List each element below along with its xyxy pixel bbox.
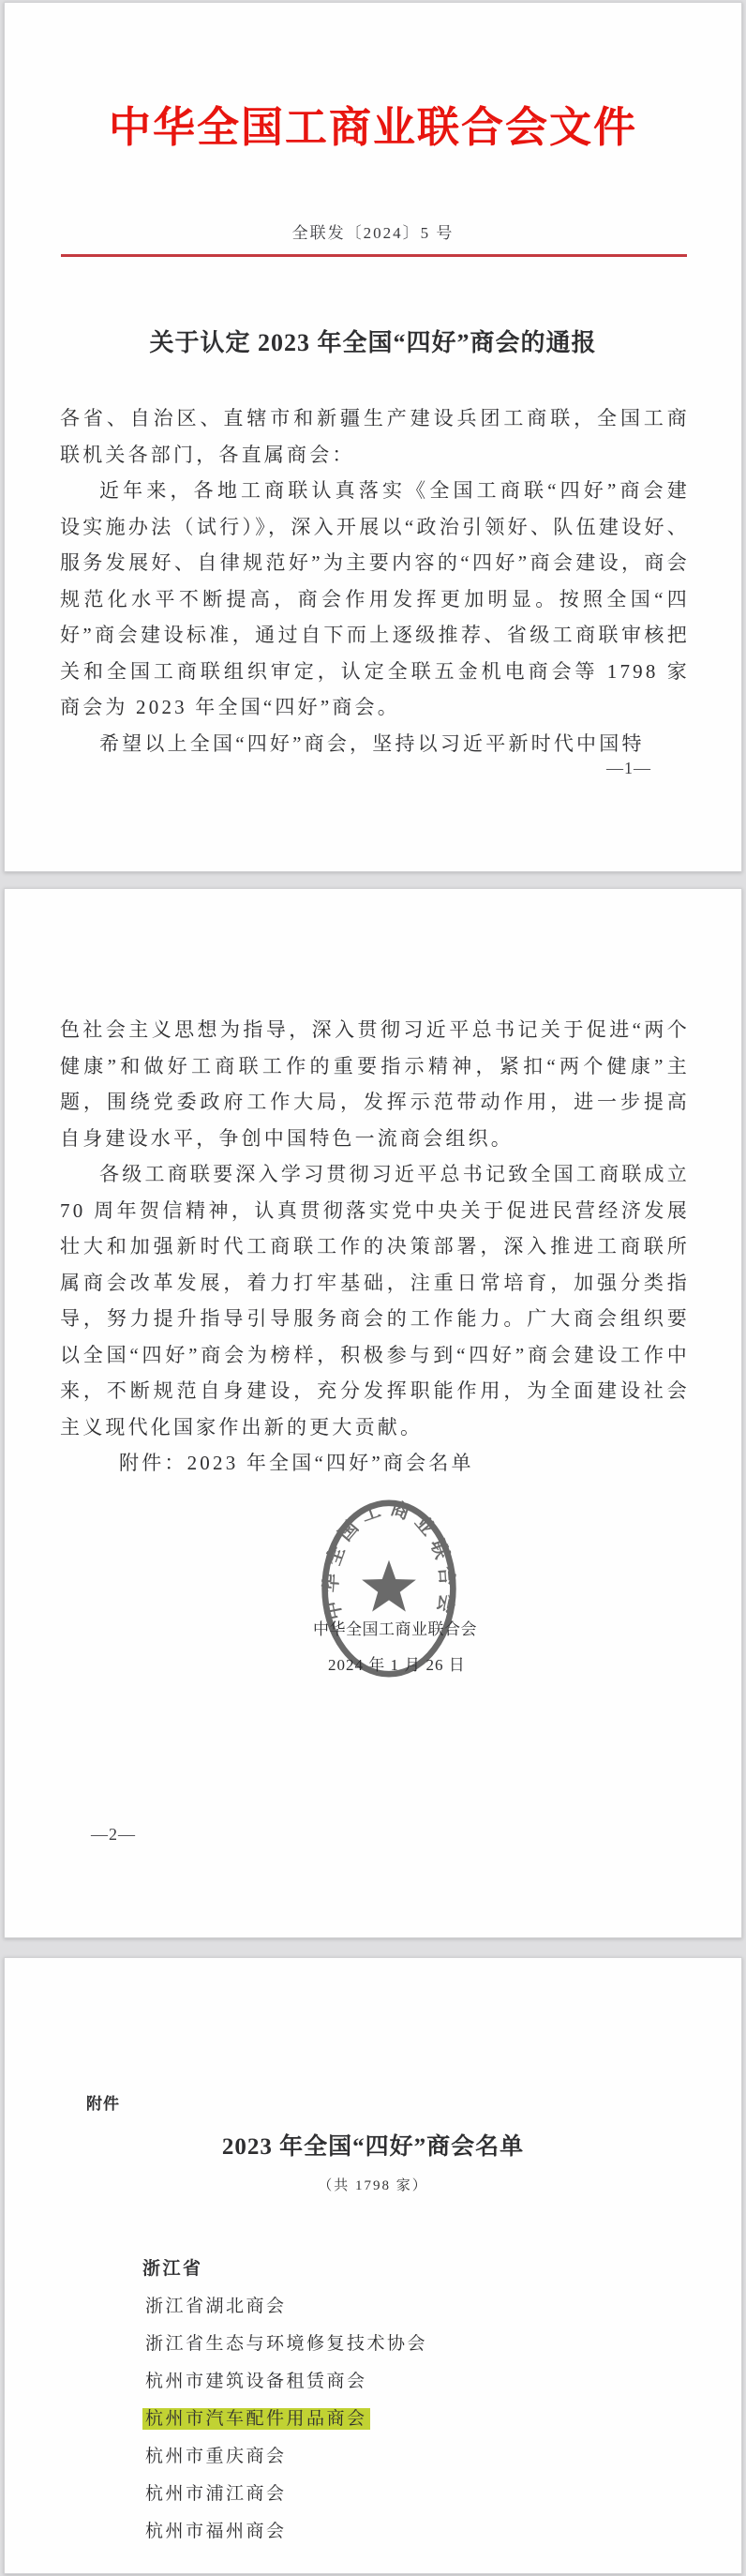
issue-date: 2024 年 1 月 26 日 — [328, 1656, 466, 1674]
org-header-title: 中华全国工商业联合会文件 — [108, 104, 637, 151]
paragraph: 近年来，各地工商联认真落实《全国工商联“四好”商会建设实施办法（试行）》，深入开展以“政治引领好、队伍建设好、服务发展好、自律规范好”为主要内容的“四好”商会建设，商会规范化水平不断提高，商会作用发挥更加明显。按照全国“四好”商会建设标准，通过自下而上逐级推荐、省级工商联审核把关和全国工商联组织审定，认定全联五金机电商会等 1798 家商会为 2023 年全国“四好”商会。 — [60, 479, 690, 718]
appendix-title: 2023 年全国“四好”商会名单 — [221, 2134, 525, 2160]
page-number-2: —2— — [91, 1825, 136, 1844]
document-title: 关于认定 2023 年全国“四好”商会的通报 — [149, 329, 597, 356]
list-item — [142, 2401, 430, 2438]
svg-text:中华全国工商业联合会 — [319, 1497, 458, 1622]
chamber-items — [142, 2288, 430, 2551]
signer-name: 中华全国工商业联合会 — [313, 1620, 477, 1638]
paragraph: 希望以上全国“四好”商会，坚持以习近平新时代中国特 — [99, 731, 645, 755]
seal-text: 中华全国工商业联合会 — [321, 1498, 457, 1622]
list-item — [142, 2438, 430, 2476]
list-item — [142, 2326, 430, 2363]
paragraph: 色社会主义思想为指导，深入贯彻习近平总书记关于促进“两个健康”和做好工商联工作的重要指示精神，紧扣“两个健康”主题，围绕党委政府工作大局，发挥示范带动作用，进一步提高自身建设水平，争创中国特色一流商会组织。 — [60, 1018, 690, 1150]
page-number-1: —1— — [606, 759, 651, 777]
list-item — [142, 2363, 430, 2401]
chamber-list — [142, 2251, 430, 2551]
scanned-page-1 — [4, 2, 742, 872]
red-separator-line — [61, 254, 687, 257]
doc-number: 全联发〔2024〕5 号 — [291, 224, 455, 242]
chamber-name: 杭州市浦江商会 — [145, 2484, 287, 2504]
page1-body — [60, 400, 690, 761]
list-item — [142, 2476, 430, 2513]
list-item — [142, 2288, 430, 2326]
scanned-page-2 — [4, 888, 742, 1938]
paragraph: 各级工商联要深入学习贯彻习近平总书记致全国工商联成立 70 周年贺信精神，认真贯彻落实党中央关于促进民营经济发展壮大和加强新时代工商联工作的决策部署，深入推进工商联所属商会改革发展，着力打牢基础，注重日常培育，加强分类指导，努力提升指导引导服务商会的工作能力。广大商会组织要以全国“四好”商会为榜样，积极参与到“四好”商会建设工作中来，不断规范自身建设，充分发挥职能作用，为全面建设社会主义现代化国家作出新的更大贡献。 — [60, 1163, 690, 1439]
salutation: 各省、自治区、直辖市和新疆生产建设兵团工商联，全国工商联机关各部门，各直属商会： — [60, 407, 690, 466]
page2-body — [60, 1012, 690, 1482]
province-header: 浙江省 — [142, 2259, 203, 2279]
chamber-name: 浙江省湖北商会 — [145, 2297, 287, 2316]
star-icon — [362, 1560, 416, 1612]
appendix-count-subtitle: （共 1798 家） — [318, 2178, 428, 2193]
chamber-name: 杭州市重庆商会 — [145, 2447, 287, 2466]
chamber-name: 杭州市汽车配件用品商会 — [142, 2408, 370, 2430]
chamber-name: 杭州市福州商会 — [145, 2522, 287, 2541]
attachment-label: 附件 — [86, 2095, 120, 2113]
list-item — [142, 2513, 430, 2551]
scanned-page-3 — [4, 1957, 742, 2574]
chamber-name: 浙江省生态与环境修复技术协会 — [145, 2334, 428, 2354]
attachment-reference-line: 附件：2023 年全国“四好”商会名单 — [119, 1452, 474, 1474]
chamber-name: 杭州市建筑设备租赁商会 — [145, 2372, 367, 2391]
